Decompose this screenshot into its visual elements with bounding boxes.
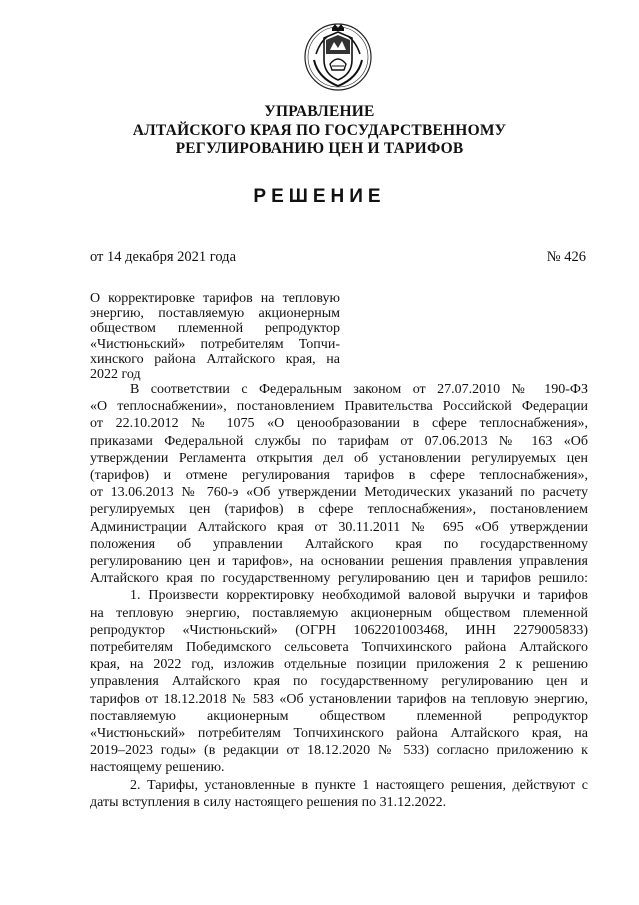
body-line: управления Алтайского края по государственному регулированию цен и: [90, 674, 588, 690]
body-line: поставляемую акционерным обществом племенной репродуктор: [90, 708, 588, 724]
body-line: Алтайского края по государственному регулированию цен и тарифов решило:: [90, 571, 588, 587]
agency-name-line-2: АЛТАЙСКОГО КРАЯ ПО ГОСУДАРСТВЕННОМУ: [132, 122, 507, 139]
agency-name-line-1: УПРАВЛЕНИЕ: [264, 103, 375, 120]
body-line: положения об управлении Алтайского края по государственному: [90, 536, 588, 552]
body-line: даты вступления в силу настоящего решения по 31.12.2022.: [90, 794, 447, 810]
body-line: 2019–2023 годы» (в редакции от 18.12.2020 № 533) согласно приложению к: [90, 743, 588, 759]
subject-line: хинского района Алтайского края, на: [90, 351, 340, 367]
body-line: потребителям Победимского сельсовета Топчихинского района Алтайского: [90, 640, 588, 656]
body-line: от 13.06.2013 № 760-э «Об утверждении Методических указаний по расчету: [90, 485, 588, 501]
altai-coat-of-arms-icon: [302, 20, 374, 92]
body-line: тарифов от 18.12.2018 № 583 «Об установлении тарифов на тепловую энергию,: [90, 691, 588, 707]
body-line: «Чистюньский» потребителям Топчихинского района Алтайского края, на: [90, 726, 588, 742]
body-line: регулированию цен и тарифов», на основании решения правления управления: [90, 554, 588, 570]
document-body: [90, 381, 588, 811]
document-number: № 426: [546, 249, 586, 265]
subject-line: обществом племенной репродуктор: [90, 321, 340, 337]
agency-name-line-3: РЕГУЛИРОВАНИЮ ЦЕН И ТАРИФОВ: [175, 140, 464, 157]
body-line: на тепловую энергию, поставляемую акционерным обществом племенной: [90, 605, 588, 621]
body-line: регулируемых цен (тарифов) в сфере теплоснабжения», постановлением: [90, 502, 588, 518]
subject-line: О корректировке тарифов на тепловую: [90, 291, 340, 306]
subject-line: энергию, поставляемую акционерным: [90, 306, 340, 322]
body-line: приказами Федеральной службы по тарифам от 07.06.2013 № 163 «Об: [90, 433, 588, 449]
body-line: Администрации Алтайского края от 30.11.2011 № 695 «Об утверждении: [90, 519, 588, 535]
document-date: от 14 декабря 2021 года: [90, 249, 236, 265]
body-line: от 22.10.2012 № 1075 «О ценообразовании в сфере теплоснабжения»,: [90, 416, 588, 432]
body-line: края, на 2022 год, изложив отдельные позиции приложения 2 к решению: [90, 657, 588, 673]
body-line: настоящему решению.: [90, 760, 225, 776]
body-line: 1. Произвести корректировку необходимой валовой выручки и тарифов: [130, 588, 588, 604]
body-line: В соответствии с Федеральным законом от 27.07.2010 № 190-ФЗ: [130, 382, 588, 397]
subject-line: 2022 год: [90, 367, 141, 383]
body-line: утверждении Регламента открытия дел об установлении регулируемых цен: [90, 450, 588, 466]
document-subject: [90, 291, 340, 382]
body-line: репродуктор «Чистюньский» (ОГРН 1062201003468, ИНН 2279005833): [90, 622, 588, 638]
subject-line: «Чистюньский» потребителям Топчи-: [90, 336, 340, 352]
body-line: «О теплоснабжении», постановлением Правительства Российской Федерации: [90, 399, 588, 415]
document-type-title: РЕШЕНИЕ: [253, 186, 386, 207]
body-line: (тарифов) и отмене регулирования тарифов в сфере теплоснабжения»,: [90, 468, 588, 484]
body-line: 2. Тарифы, установленные в пункте 1 настоящего решения, действуют с: [130, 777, 588, 793]
